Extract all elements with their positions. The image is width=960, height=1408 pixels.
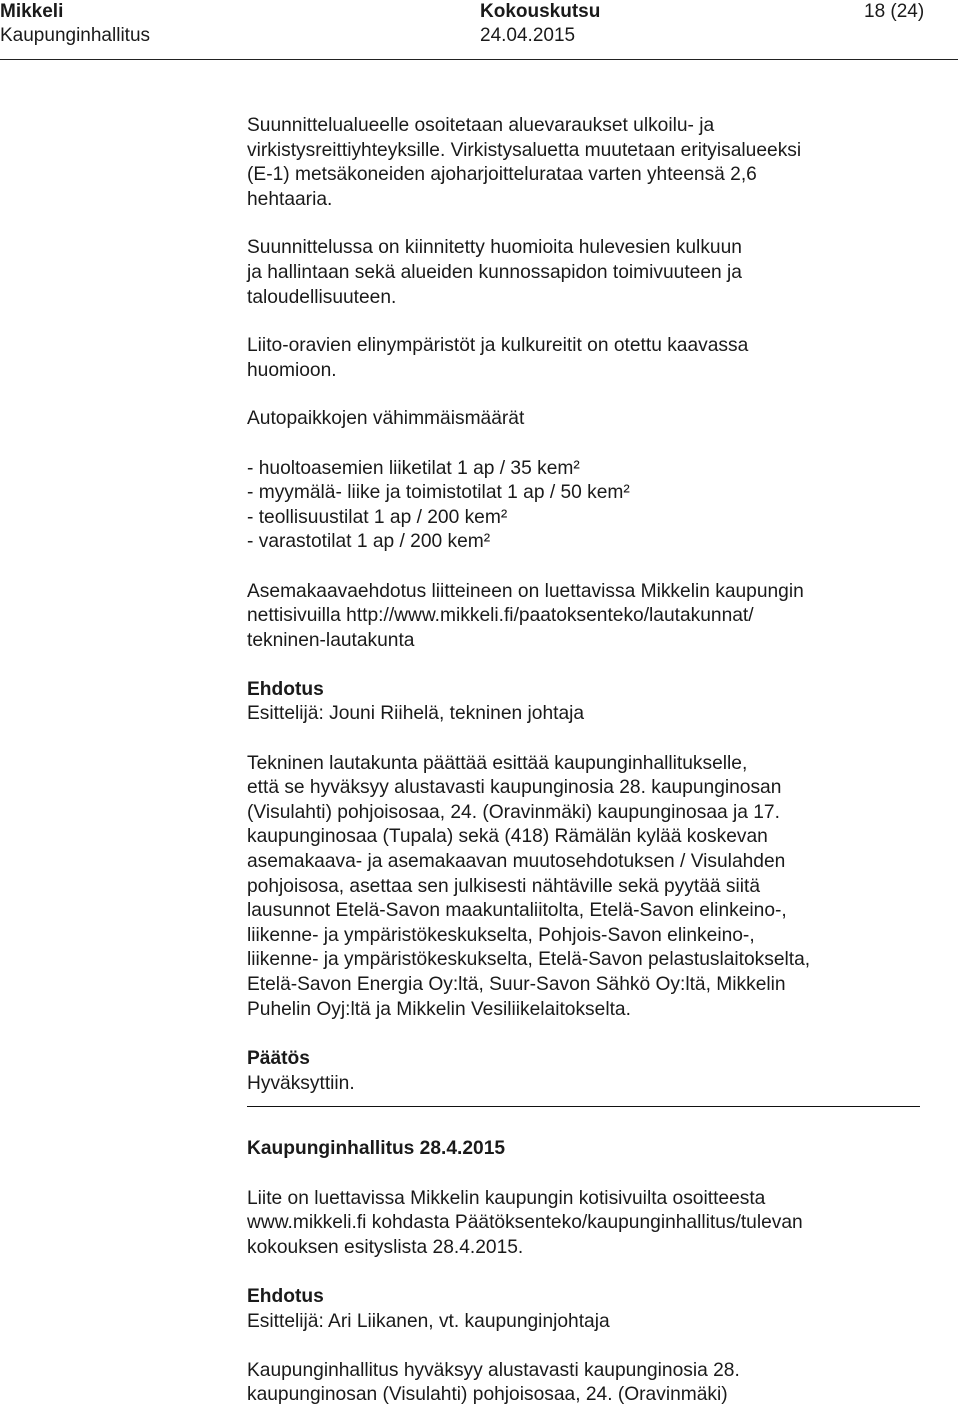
text-line: Tekninen lautakunta päättää esittää kaupunginhallitukselle, [247,752,748,774]
proposal-text [247,1359,937,1408]
text-line: lausunnot Etelä-Savon maakuntaliitolta, Etelä-Savon elinkeino-, [247,900,787,922]
text-line: (Visulahti) pohjoisosaa, 24. (Oravinmäki) kaupunginosaa ja 17. [247,801,780,823]
header-date: 24.04.2015 [480,25,576,46]
text-line: Puhelin Oyj:ltä ja Mikkelin Vesiliikelaitokselta. [247,998,631,1020]
header-body: Kaupunginhallitus [0,25,151,46]
list-item: - varastotilat 1 ap / 200 kem² [247,531,491,553]
decision-heading: Päätös [247,1048,310,1070]
text-line: kaupunginosaa (Tupala) sekä (418) Rämälän kylää koskevan [247,826,768,848]
text-line: taloudellisuuteen. [247,286,397,308]
header-page-number: 18 (24) [864,1,925,22]
text-line: (E-1) metsäkoneiden ajoharjoittelurataa varten yhteensä 2,6 [247,164,757,186]
text-line: Liite on luettavissa Mikkelin kaupungin kotisivuilta osoitteesta [247,1187,766,1209]
paragraph-stormwater [247,236,937,310]
text-line: kaupunginosan (Visulahti) pohjoisosaa, 24. (Oravinmäki) [247,1384,728,1406]
text-line: tekninen-lautakunta [247,629,415,651]
text-line: Kaupunginhallitus hyväksyy alustavasti kaupunginosia 28. [247,1359,740,1381]
paragraph-flying-squirrels [247,334,937,383]
proposal-text [247,752,937,1023]
text-line: www.mikkeli.fi kohdasta Päätöksenteko/kaupunginhallitus/tulevan [247,1212,803,1234]
text-line: että se hyväksyy alustavasti kaupunginosia 28. kaupunginosan [247,777,782,799]
text-line: liikenne- ja ympäristökeskukselta, Pohjois-Savon elinkeino-, [247,924,755,946]
text-line: nettisivuilla http://www.mikkeli.fi/paatoksenteko/lautakunnat/ [247,605,754,627]
text-line: kokouksen esityslista 28.4.2015. [247,1236,524,1258]
text-line: Suunnittelualueelle osoitetaan aluevaraukset ulkoilu- ja [247,115,715,136]
text-line: Asemakaavaehdotus liitteineen on luettavissa Mikkelin kaupungin [247,580,804,602]
text-line: Suunnittelussa on kiinnitetty huomioita hulevesien kulkuun [247,237,742,259]
text-line: Etelä-Savon Energia Oy:ltä, Suur-Savon Sähkö Oy:ltä, Mikkelin [247,974,786,995]
paragraph-attachment [247,1187,937,1261]
document-body [247,114,937,1408]
list-item: - teollisuustilat 1 ap / 200 kem² [247,506,508,528]
text-line: liikenne- ja ympäristökeskukselta, Etelä-Savon pelastuslaitokselta, [247,949,811,971]
header-doc-type: Kokouskutsu [480,1,601,22]
header-org: Mikkeli [0,1,64,22]
paragraph-area-reservations [247,114,937,212]
parking-title: Autopaikkojen vähimmäismäärät [247,408,525,430]
text-line: huomioon. [247,359,337,381]
text-line: ja hallintaan sekä alueiden kunnossapidon toimivuuteen ja [247,261,742,283]
proposal-heading: Ehdotus [247,1285,324,1307]
text-line: hehtaaria. [247,188,333,210]
text-line: asemakaava- ja asemakaavan muutosehdotuksen / Visulahden [247,851,786,873]
list-item: - huoltoasemien liiketilat 1 ap / 35 kem² [247,457,580,479]
decision-text: Hyväksyttiin. [247,1072,355,1094]
text-line: Liito-oravien elinympäristöt ja kulkureitit on otettu kaavassa [247,335,749,357]
list-item: - myymälä- liike ja toimistotilat 1 ap / 50 kem² [247,482,630,504]
presenter-line: Esittelijä: Ari Liikanen, vt. kaupunginjohtaja [247,1310,610,1332]
parking-list [247,457,937,555]
meeting-heading: Kaupunginhallitus 28.4.2015 [247,1138,506,1160]
header-divider [0,59,958,60]
presenter-line: Esittelijä: Jouni Riihelä, tekninen johtaja [247,703,585,725]
proposal-heading: Ehdotus [247,678,324,700]
text-line: pohjoisosa, asettaa sen julkisesti nähtäville sekä pyytää siitä [247,875,761,897]
paragraph-availability [247,580,937,654]
text-line: virkistysreittiyhteyksille. Virkistysaluetta muutetaan erityisalueeksi [247,139,802,161]
